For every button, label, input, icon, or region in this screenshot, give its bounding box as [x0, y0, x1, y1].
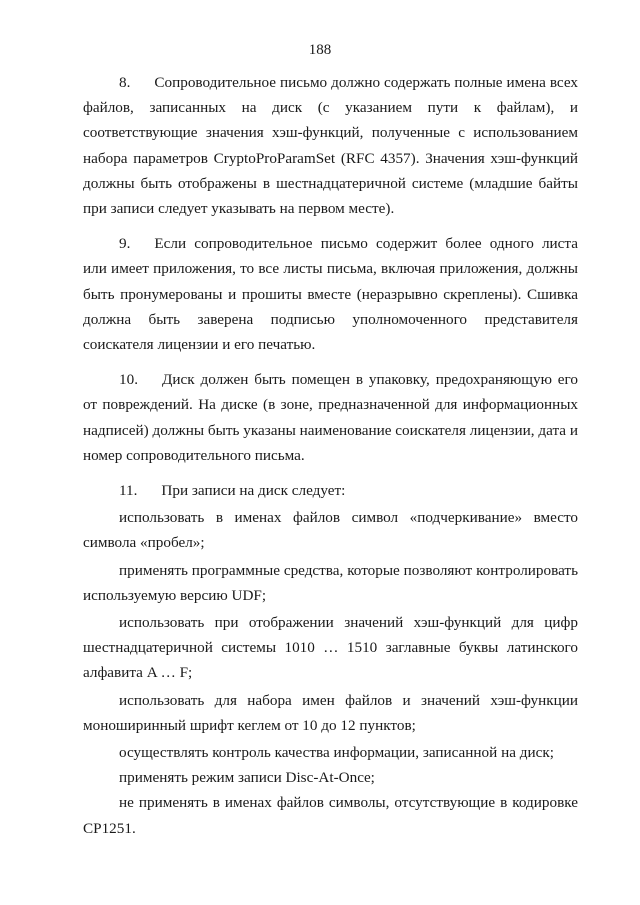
document-body — [83, 70, 578, 843]
paragraph-number: 9. — [119, 235, 131, 253]
paragraph-11 — [83, 478, 578, 503]
paragraph-text: Если сопроводительное письмо содержит более одного листа или имеет приложения, то все листы письма, включая приложения, должны быть пронумерованы и прошиты вместе (неразрывно скреплены). Сшивка должна быть заверена подписью уполномоченного представителя соискателя лицензии и его печатью. — [83, 235, 578, 354]
paragraph-8 — [83, 70, 578, 221]
list-item: осуществлять контроль качества информации, записанной на диск; — [119, 744, 554, 762]
list-item: применять режим записи Disc-At-Once; — [119, 769, 375, 787]
paragraph-text: При записи на диск следует: — [161, 482, 346, 500]
list-item: использовать в именах файлов символ «подчеркивание» вместо символа «пробел»; — [83, 509, 578, 552]
paragraph-number: 10. — [119, 371, 138, 389]
paragraph-text: Диск должен быть помещен в упаковку, предохраняющую его от повреждений. На диске (в зоне, предназначенной для информационных надписей) должны быть указаны наименование соискателя лицензии, дата и номер сопроводительного письма. — [83, 371, 578, 464]
paragraph-9 — [83, 231, 578, 357]
paragraph-number: 8. — [119, 74, 131, 91]
page-number: 188 — [308, 42, 332, 58]
paragraph-number: 11. — [119, 482, 138, 500]
list-item: не применять в именах файлов символы, отсутствующие в кодировке CP1251. — [83, 794, 578, 837]
list-item: использовать для набора имен файлов и значений хэш-функции моноширинный шрифт кеглем от 10 до 12 пунктов; — [83, 691, 578, 734]
paragraph-10 — [83, 367, 578, 468]
list-item: применять программные средства, которые позволяют контролировать используемую версию UDF; — [83, 561, 578, 604]
list-item: использовать при отображении значений хэш-функций для цифр шестнадцатеричной системы 1010 … 1510 заглавные буквы латинского алфавита A … F; — [83, 614, 578, 682]
paragraph-text: Сопроводительное письмо должно содержать полные имена всех файлов, записанных на диск (с указанием пути к файлам), и соответствующие значения хэш-функций, полученные с использованием набора параметров CryptoProParamSet (RFC 4357). Значения хэш-функций должны быть отображены в шестнадцатеричной системе (младшие байты при записи следует указывать на первом месте). — [83, 74, 578, 218]
